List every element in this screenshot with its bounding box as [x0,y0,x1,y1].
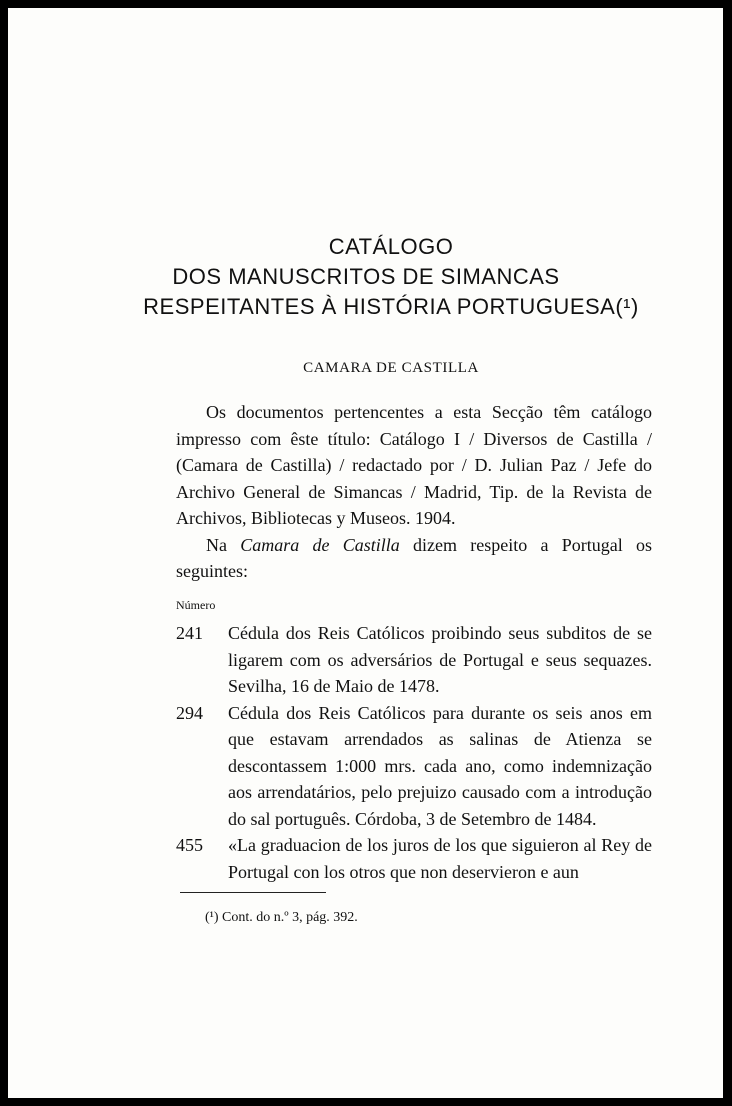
title-line-3-text: RESPEITANTES À HISTÓRIA PORTUGUESA [143,294,616,319]
intro-p2-italic: Camara de Castilla [240,534,400,555]
title-line-2: DOS MANUSCRITOS DE SIMANCAS [172,264,560,289]
entry-list [176,620,652,885]
entry-number: 455 [176,835,203,855]
section-heading: CAMARA DE CASTILLA [303,360,479,376]
title-line-1: CATÁLOGO [328,234,454,259]
list-item [176,832,652,885]
entry-text: Cédula dos Reis Católicos proibindo seus subditos de se ligarem com os adversários de Portugal e seus sequazes. Sevilha, 16 de Maio de 1478. [228,623,652,696]
numero-header: Número [176,598,216,612]
intro-paragraph-2 [176,532,652,585]
footnote: (¹) Cont. do n.º 3, pág. 392. [205,910,358,925]
title-footnote-marker: (¹) [615,294,639,319]
intro-text [176,399,652,585]
footnote-divider [180,892,326,893]
intro-paragraph-1: Os documentos pertencentes a esta Secção têm catálogo impresso com êste título: Catálogo I / Diversos de Castilla / (Camara de Castilla) / redactado por / D. Julian Paz / Jefe do Archivo General de Simancas / Madrid, Tip. de la Revista de Archivos, Bibliotecas y Museos. 1904. [176,402,652,528]
entry-text: Cédula dos Reis Católicos para durante os seis anos em que estavam arrendados as salinas de Atienza se descontassem 1:000 mrs. cada ano, como indemnização aos arrendatários, pelo prejuizo causado com a introdução do sal português. Córdoba, 3 de Setembro de 1484. [228,702,652,829]
entry-number: 294 [176,702,203,723]
entry-number: 241 [176,623,203,643]
intro-p2-before: Na [206,534,241,555]
list-item [176,700,652,833]
entry-text: «La graduacion de los juros de los que siguieron al Rey de Portugal con los otros que non deservieron e aun [228,835,652,882]
title-block [0,232,732,322]
intro-p2-after: dizem respeito a Portugal os seguintes: [176,534,653,581]
list-item [176,620,652,700]
title-line-3 [0,292,732,322]
